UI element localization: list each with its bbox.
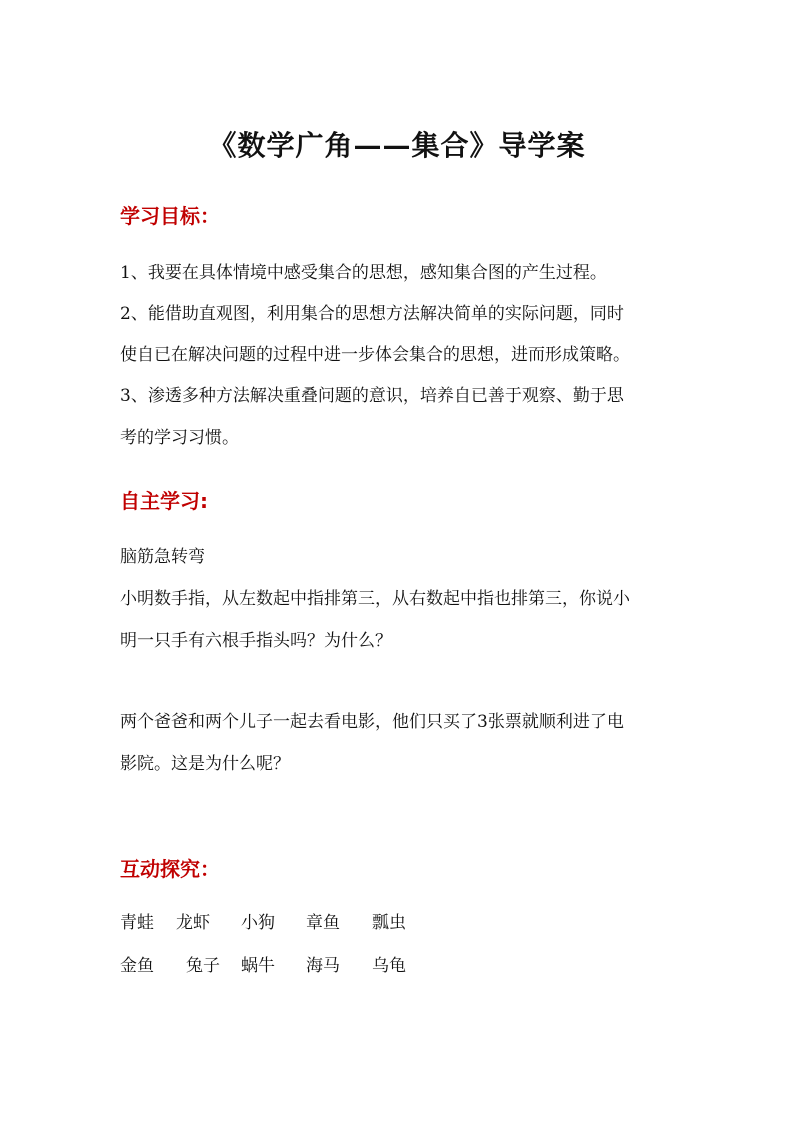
animal-label: 金鱼 bbox=[120, 956, 154, 976]
objective-line: 1、我要在具体情境中感受集合的思想，感知集合图的产生过程。 bbox=[120, 263, 607, 283]
animal-label: 乌龟 bbox=[372, 956, 406, 976]
animal-label: 小狗 bbox=[241, 913, 275, 933]
animal-label: 蜗牛 bbox=[241, 956, 275, 976]
section-heading-self-study: 自主学习: bbox=[120, 489, 208, 513]
animal-label: 龙虾 bbox=[176, 913, 210, 933]
animal-label: 海马 bbox=[306, 956, 340, 976]
animal-label: 青蛙 bbox=[120, 913, 154, 933]
riddle-question-1-line: 明一只手有六根手指头吗？为什么？ bbox=[120, 631, 392, 651]
section-heading-objectives: 学习目标： bbox=[120, 204, 220, 228]
riddle-subheading: 脑筋急转弯 bbox=[120, 547, 205, 567]
animal-row-1 bbox=[120, 913, 520, 933]
riddle-question-1-line: 小明数手指，从左数起中指排第三，从右数起中指也排第三，你说小 bbox=[120, 589, 630, 609]
section-heading-interactive: 互动探究： bbox=[120, 857, 220, 881]
objective-line: 考的学习习惯。 bbox=[120, 428, 239, 448]
riddle-question-2-line: 两个爸爸和两个儿子一起去看电影，他们只买了3张票就顺利进了电 bbox=[120, 712, 624, 732]
objective-line: 3、渗透多种方法解决重叠问题的意识，培养自已善于观察、勤于思 bbox=[120, 386, 624, 406]
objective-line: 使自已在解决问题的过程中进一步体会集合的思想，进而形成策略。 bbox=[120, 345, 630, 365]
animal-label: 瓢虫 bbox=[372, 913, 406, 933]
animal-label: 章鱼 bbox=[306, 913, 340, 933]
animal-row-2 bbox=[120, 956, 520, 976]
riddle-question-2-line: 影院。这是为什么呢？ bbox=[120, 754, 290, 774]
page-title: 《数学广角——集合》导学案 bbox=[208, 129, 586, 162]
animal-label: 兔子 bbox=[186, 956, 220, 976]
objective-line: 2、能借助直观图，利用集合的思想方法解决简单的实际问题，同时 bbox=[120, 304, 624, 324]
